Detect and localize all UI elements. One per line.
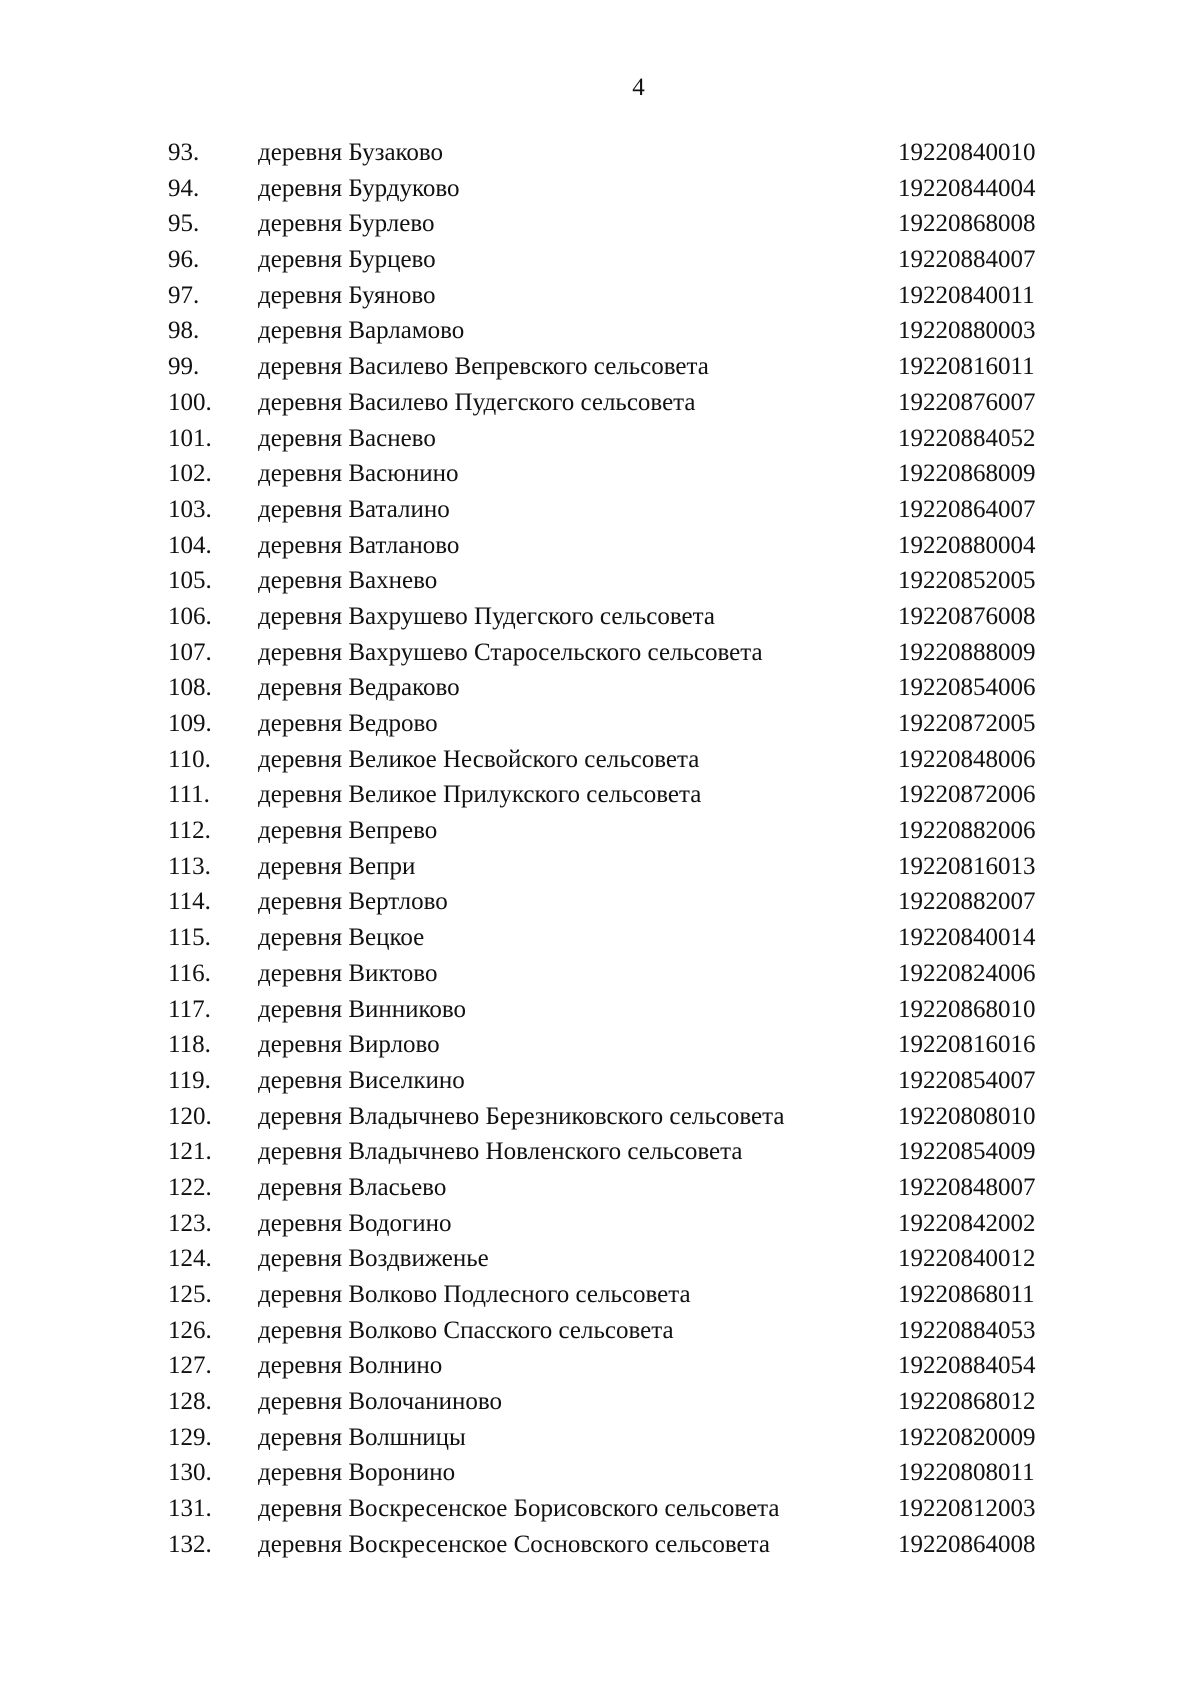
okato-code: 19220884007 [898,246,1036,274]
row-number: 100. [168,388,212,416]
okato-code: 19220864008 [898,1530,1036,1558]
list-item [0,206,1200,242]
settlement-name: деревня Буяново [258,281,436,309]
row-number: 112. [168,817,211,845]
settlement-name: деревня Бурдуково [258,174,460,202]
list-item [0,706,1200,742]
settlement-name: деревня Вахрушево Старосельского сельсовета [258,638,763,666]
settlement-name: деревня Воронино [258,1459,456,1487]
row-number: 94. [168,174,200,202]
okato-code: 19220808010 [898,1102,1036,1130]
list-item [0,849,1200,885]
settlement-name: деревня Бурлево [258,210,435,238]
list-item [0,1063,1200,1099]
row-number: 124. [168,1245,212,1273]
row-number: 99. [168,353,200,381]
settlement-name: деревня Власьево [258,1173,447,1201]
settlement-name: деревня Ведрово [258,710,438,737]
row-number: 93. [168,139,200,166]
row-number: 122. [168,1173,212,1201]
row-number: 105. [168,567,212,595]
list-item [0,1420,1200,1456]
settlement-name: деревня Васнево [258,424,436,452]
row-number: 106. [168,602,212,630]
row-number: 114. [168,888,211,916]
list-item [0,635,1200,671]
list-item [0,1134,1200,1170]
list-item [0,1527,1200,1563]
okato-code: 19220868009 [898,460,1036,488]
okato-code: 19220872006 [898,781,1036,809]
okato-code: 19220884054 [898,1352,1036,1380]
settlement-name: деревня Бузаково [258,139,444,166]
list-item [0,385,1200,421]
row-number: 123. [168,1209,212,1237]
okato-code: 19220876008 [898,602,1036,630]
settlement-name: деревня Васюнино [258,460,459,488]
okato-code: 19220808011 [898,1459,1035,1487]
list-item [0,1384,1200,1420]
okato-code: 19220816013 [898,852,1036,880]
okato-code: 19220884052 [898,424,1036,452]
settlement-name: деревня Вахрушево Пудегского сельсовета [258,602,715,630]
settlement-name: деревня Ваталино [258,495,450,523]
page-number: 4 [632,74,645,101]
row-number: 126. [168,1316,212,1344]
okato-code: 19220824006 [898,959,1036,987]
settlement-name: деревня Великое Прилукского сельсовета [258,781,702,809]
okato-code: 19220820009 [898,1423,1036,1451]
row-number: 125. [168,1281,212,1308]
settlement-name: деревня Варламово [258,317,465,345]
okato-code: 19220844004 [898,174,1036,202]
okato-code: 19220868011 [898,1281,1035,1308]
okato-code: 19220816011 [898,353,1035,381]
row-number: 127. [168,1352,212,1380]
okato-code: 19220852005 [898,567,1036,595]
settlement-name: деревня Виктово [258,959,438,987]
row-number: 98. [168,317,200,345]
row-number: 104. [168,531,212,559]
row-number: 116. [168,959,211,987]
list-item [0,1241,1200,1277]
okato-code: 19220848006 [898,745,1036,773]
list-item [0,1348,1200,1384]
okato-code: 19220854007 [898,1066,1036,1094]
row-number: 111. [168,781,210,809]
list-item [0,1277,1200,1313]
row-number: 97. [168,281,200,309]
list-item [0,1170,1200,1206]
settlement-name: деревня Ватланово [258,531,460,559]
settlement-name: деревня Владычнево Березниковского сельсовета [258,1102,785,1130]
settlement-name: деревня Вахнево [258,567,438,595]
settlement-name: деревня Волшницы [258,1423,466,1451]
list-item [0,956,1200,992]
list-item [0,1313,1200,1349]
list-item [0,1027,1200,1063]
okato-code: 19220888009 [898,638,1036,666]
settlement-name: деревня Волнино [258,1352,443,1380]
row-number: 101. [168,424,212,452]
list-item [0,920,1200,956]
okato-code: 19220854006 [898,674,1036,702]
list-item [0,421,1200,457]
settlement-name: деревня Бурцево [258,246,436,274]
settlement-name: деревня Воскресенское Борисовского сельсовета [258,1495,780,1523]
okato-code: 19220882006 [898,817,1036,845]
row-number: 115. [168,924,211,952]
list-item [0,278,1200,314]
list-item [0,813,1200,849]
okato-code: 19220868012 [898,1388,1036,1416]
settlement-name: деревня Великое Несвойского сельсовета [258,745,700,773]
okato-code: 19220812003 [898,1495,1036,1523]
settlement-name: деревня Винниково [258,995,467,1023]
list-item [0,456,1200,492]
okato-code: 19220868008 [898,210,1036,238]
list-item [0,777,1200,813]
row-number: 132. [168,1530,212,1558]
settlement-name: деревня Владычнево Новленского сельсовета [258,1138,743,1166]
okato-code: 19220840010 [898,139,1036,166]
list-item [0,528,1200,564]
okato-code: 19220842002 [898,1209,1036,1237]
list-item [0,171,1200,207]
row-number: 131. [168,1495,212,1523]
okato-code: 19220876007 [898,388,1036,416]
settlement-name: деревня Вирлово [258,1031,440,1059]
row-number: 117. [168,995,211,1023]
settlement-name: деревня Воскресенское Сосновского сельсовета [258,1530,770,1558]
okato-code: 19220884053 [898,1316,1036,1344]
list-item [0,742,1200,778]
row-number: 107. [168,638,212,666]
row-number: 108. [168,674,212,702]
list-item [0,492,1200,528]
row-number: 110. [168,745,211,773]
list-item [0,313,1200,349]
row-number: 121. [168,1138,212,1166]
settlement-name: деревня Вепрево [258,817,438,845]
settlement-name: деревня Василево Пудегского сельсовета [258,388,696,416]
row-number: 95. [168,210,200,238]
settlement-name: деревня Водогино [258,1209,452,1237]
okato-code: 19220840011 [898,281,1035,309]
okato-code: 19220854009 [898,1138,1036,1166]
list-item [0,884,1200,920]
row-number: 96. [168,246,200,274]
okato-code: 19220816016 [898,1031,1036,1059]
settlement-name: деревня Виселкино [258,1066,465,1094]
list-item [0,1491,1200,1527]
row-number: 118. [168,1031,211,1059]
row-number: 128. [168,1388,212,1416]
row-number: 119. [168,1066,211,1094]
list-item [0,135,1200,171]
list-item [0,1206,1200,1242]
okato-code: 19220872005 [898,710,1036,737]
okato-code: 19220882007 [898,888,1036,916]
settlement-name: деревня Волочаниново [258,1388,502,1416]
list-item [0,1099,1200,1135]
settlement-name: деревня Вертлово [258,888,448,916]
list-item [0,242,1200,278]
row-number: 113. [168,852,211,880]
okato-code: 19220880004 [898,531,1036,559]
row-number: 103. [168,495,212,523]
row-number: 109. [168,710,212,737]
settlement-name: деревня Волково Спасского сельсовета [258,1316,674,1344]
okato-code: 19220868010 [898,995,1036,1023]
settlement-name: деревня Воздвиженье [258,1245,489,1273]
settlement-name: деревня Василево Вепревского сельсовета [258,353,709,381]
list-item [0,1455,1200,1491]
okato-code: 19220880003 [898,317,1036,345]
row-number: 130. [168,1459,212,1487]
okato-code: 19220840014 [898,924,1036,952]
okato-code: 19220864007 [898,495,1036,523]
settlement-name: деревня Вепри [258,852,416,880]
list-item [0,992,1200,1028]
settlement-list [0,135,1200,1563]
list-item [0,563,1200,599]
list-item [0,599,1200,635]
okato-code: 19220848007 [898,1173,1036,1201]
settlement-name: деревня Ведраково [258,674,460,702]
list-item [0,670,1200,706]
okato-code: 19220840012 [898,1245,1036,1273]
settlement-name: деревня Волково Подлесного сельсовета [258,1281,691,1308]
row-number: 102. [168,460,212,488]
settlement-name: деревня Вецкое [258,924,425,952]
row-number: 120. [168,1102,212,1130]
list-item [0,349,1200,385]
row-number: 129. [168,1423,212,1451]
